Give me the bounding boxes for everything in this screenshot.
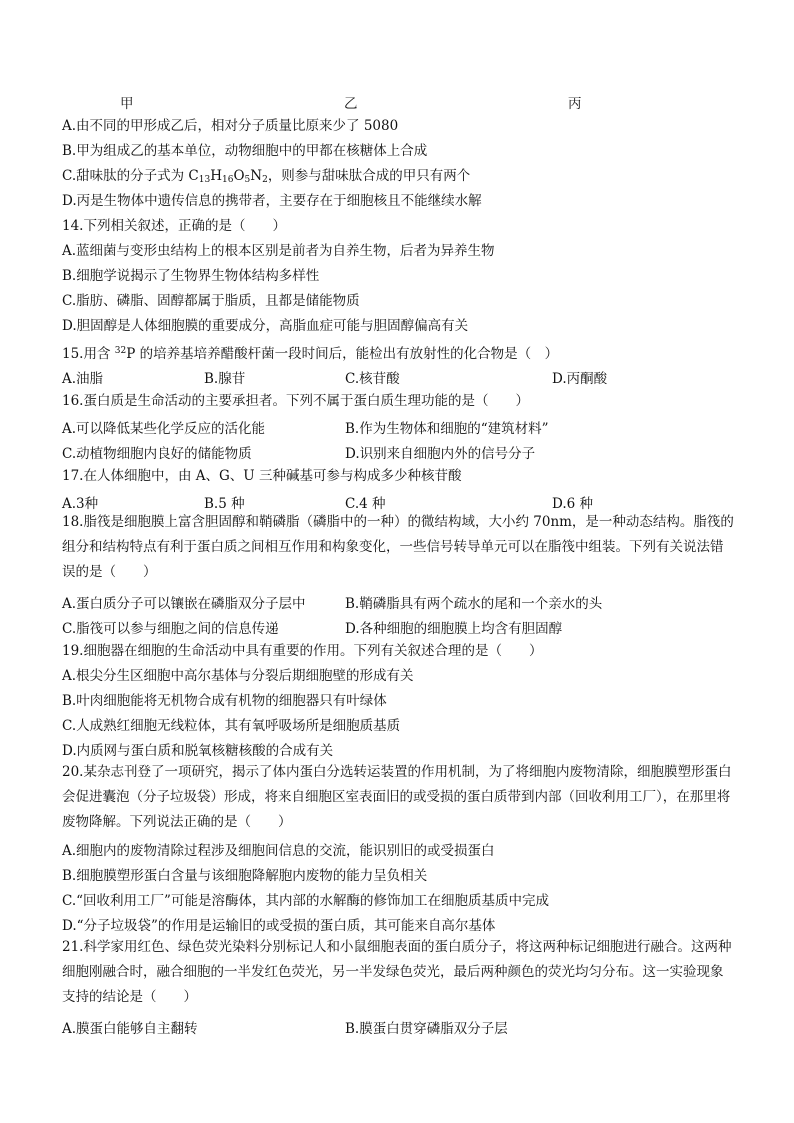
- q20-stem: 20.某杂志刊登了一项研究，揭示了体内蛋白分选转运装置的作用机制，为了将细胞内废物清除，细胞膜塑形蛋白会促进囊泡（分子垃圾袋）形成，将来自细胞区室表面旧的或受损的蛋白质带到内部（回收利用工厂），在那里将废物降解。下列说法正确的是（ ）: [62, 764, 732, 830]
- q19-option-b: B.叶肉细胞能将无机物合成有机物的细胞器只有叶绿体: [62, 693, 387, 709]
- q18-stem: 18.脂筏是细胞膜上富含胆固醇和鞘磷脂（磷脂中的一种）的微结构域，大小约 70nm，是一种动态结构。脂筏的组分和结构特点有利于蛋白质之间相互作用和构象变化，一些信号转导单元可以在脂筏中组装。下列有关说法错误的是（ ）: [62, 514, 734, 580]
- q15-option-a: A.油脂: [62, 371, 104, 387]
- q21-option-a: A.膜蛋白能够自主翻转: [62, 1021, 198, 1037]
- q15-option-d: D.丙酮酸: [552, 371, 608, 387]
- q17-option-c: C.4 种: [345, 496, 386, 512]
- q16-stem: 16.蛋白质是生命活动的主要承担者。下列不属于蛋白质生理功能的是（ ）: [62, 393, 529, 409]
- q16-option-b: B.作为生物体和细胞的“建筑材料”: [345, 421, 549, 437]
- q17-stem: 17.在人体细胞中，由 A、G、U 三种碱基可参与构成多少种核苷酸: [62, 468, 462, 484]
- q20-option-a: A.细胞内的废物清除过程涉及细胞间信息的交流，能识别旧的或受损蛋白: [62, 843, 495, 859]
- q19-option-d: D.内质网与蛋白质和脱氧核糖核酸的合成有关: [62, 743, 334, 759]
- q18-option-d: D.各种细胞的细胞膜上均含有胆固醇: [345, 621, 563, 637]
- q18-option-b: B.鞘磷脂具有两个疏水的尾和一个亲水的头: [345, 596, 603, 612]
- q14-option-d: D.胆固醇是人体细胞膜的重要成分，高脂血症可能与胆固醇偏高有关: [62, 318, 469, 334]
- q20-option-b: B.细胞膜塑形蛋白含量与该细胞降解胞内废物的能力呈负相关: [62, 868, 428, 884]
- q14-option-b: B.细胞学说揭示了生物界生物体结构多样性: [62, 268, 320, 284]
- q13-option-b: B.甲为组成乙的基本单位，动物细胞中的甲都在核糖体上合成: [62, 143, 428, 159]
- q17-option-d: D.6 种: [552, 496, 594, 512]
- q16-option-d: D.识别来自细胞内外的信号分子: [345, 446, 536, 462]
- figure-label-jia: 甲: [120, 96, 134, 112]
- q14-option-a: A.蓝细菌与变形虫结构上的根本区别是前者为自养生物，后者为异养生物: [62, 243, 495, 259]
- q16-option-a: A.可以降低某些化学反应的活化能: [62, 421, 266, 437]
- q19-stem: 19.细胞器在细胞的生命活动中具有重要的作用。下列有关叙述合理的是（ ）: [62, 643, 543, 659]
- q21-stem: 21.科学家用红色、绿色荧光染料分别标记人和小鼠细胞表面的蛋白质分子，将这两种标记细胞进行融合。这两种细胞刚融合时，融合细胞的一半发红色荧光，另一半发绿色荧光，最后两种颜色的荧光均匀分布。这一实验现象支持的结论是（ ）: [62, 939, 732, 1005]
- q20-option-d: D.“分子垃圾袋”的作用是运输旧的或受损的蛋白质，其可能来自高尔基体: [62, 918, 496, 934]
- q14-stem: 14.下列相关叙述，正确的是（ ）: [62, 218, 286, 234]
- q17-option-a: A.3种: [62, 496, 99, 512]
- q19-option-a: A.根尖分生区细胞中高尔基体与分裂后期细胞壁的形成有关: [62, 668, 414, 684]
- q18-option-c: C.脂筏可以参与细胞之间的信息传递: [62, 621, 279, 637]
- q14-option-c: C.脂肪、磷脂、固醇都属于脂质，且都是储能物质: [62, 293, 360, 309]
- q20-option-c: C.“回收利用工厂”可能是溶酶体，其内部的水解酶的修饰加工在细胞质基质中完成: [62, 893, 549, 909]
- q21-option-b: B.膜蛋白贯穿磷脂双分子层: [345, 1021, 508, 1037]
- q15-option-b: B.腺苷: [204, 371, 246, 387]
- q13-option-d: D.丙是生物体中遗传信息的携带者，主要存在于细胞核且不能继续水解: [62, 193, 482, 209]
- q18-option-a: A.蛋白质分子可以镶嵌在磷脂双分子层中: [62, 596, 306, 612]
- q15-stem: 15.用含 $^{32}$P 的培养基培养醋酸杆菌一段时间后，能检出有放射性的化合物是（ ）: [62, 346, 559, 362]
- q13-option-a: A.由不同的甲形成乙后，相对分子质量比原来少了 5080: [62, 118, 399, 134]
- q19-option-c: C.人成熟红细胞无线粒体，其有氧呼吸场所是细胞质基质: [62, 718, 401, 734]
- q13-option-c: C.甜味肽的分子式为 $C_{13}H_{16}O_5N_2$，则参与甜味肽合成的甲只有两个: [62, 168, 471, 185]
- figure-label-yi: 乙: [344, 96, 358, 112]
- q16-option-c: C.动植物细胞内良好的储能物质: [62, 446, 252, 462]
- q15-option-c: C.核苷酸: [345, 371, 400, 387]
- q17-option-b: B.5 种: [204, 496, 245, 512]
- figure-label-bing: 丙: [568, 96, 582, 112]
